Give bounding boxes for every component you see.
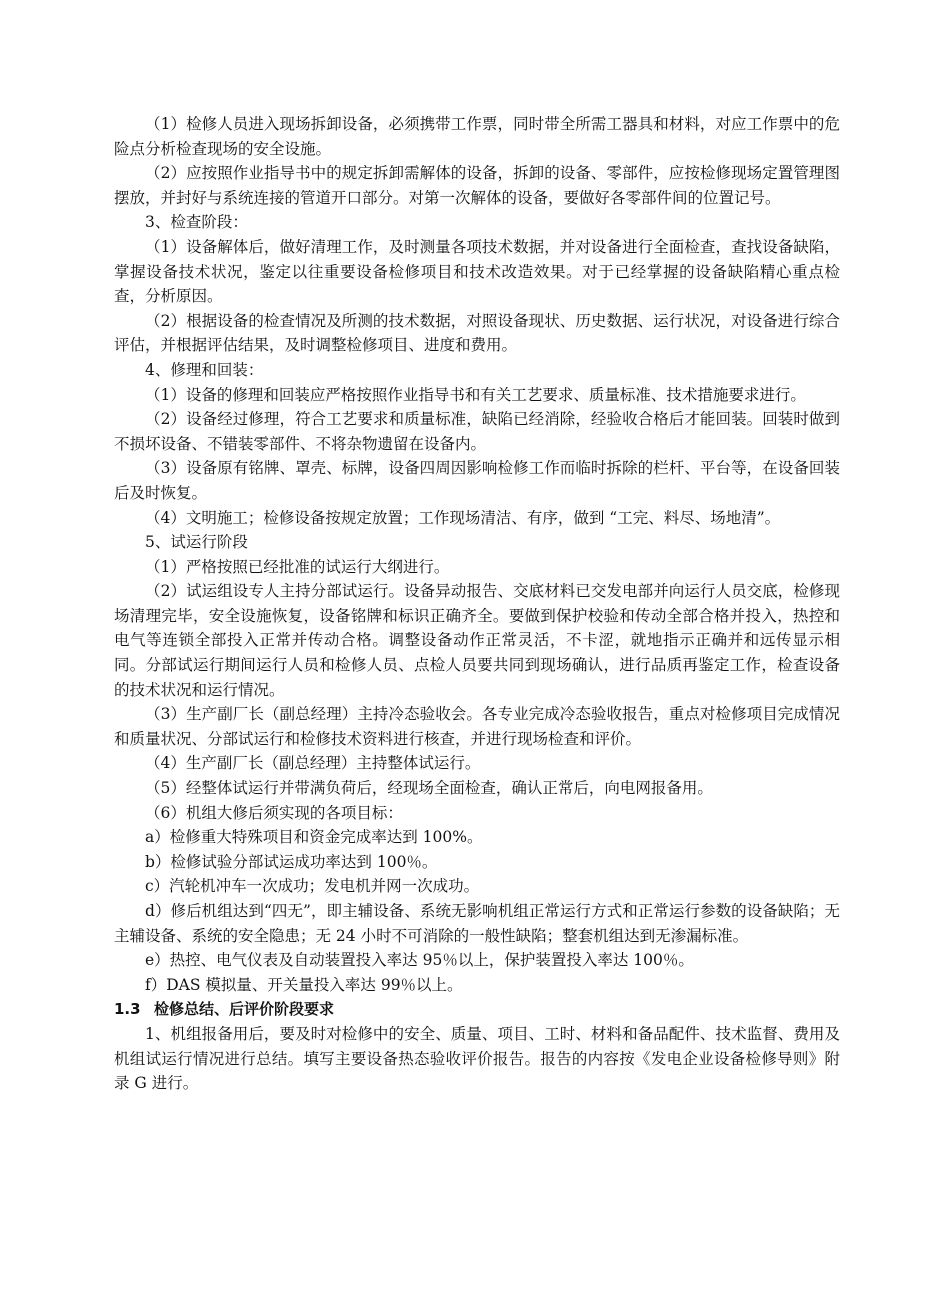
paragraph: （4）生产副厂长（副总经理）主持整体试运行。 [145,754,481,773]
paragraph: f）DAS 模拟量、开关量投入率达 99％以上。 [145,975,463,994]
closing-paragraph: 1、机组报备用后，要及时对检修中的安全、质量、项目、工时、材料和备品配件、技术监督、费用及机组试运行情况进行总结。填写主要设备热态验收评价报告。报告的内容按《发电企业设备检修导则》附录 G 进行。 [114,1024,840,1093]
paragraph: （2）试运组设专人主持分部试运行。设备异动报告、交底材料已交发电部并向运行人员交底，检修现场清理完毕，安全设施恢复，设备铭牌和标识正确齐全。要做到保护校验和传动全部合格并投入，热控和电气等连锁全部投入正常并传动合格。调整设备动作正常灵活，不卡涩，就地指示正确并和远传显示相同。分部试运行期间运行人员和检修人员、点检人员要共同到现场确认，进行品质再鉴定工作，检查设备的技术状况和运行情况。 [114,582,840,699]
paragraph: e）热控、电气仪表及自动装置投入率达 95％以上，保护装置投入率达 100％。 [145,951,694,970]
section-heading [114,997,840,1022]
paragraph: （5）经整体试运行并带满负荷后，经现场全面检查，确认正常后，向电网报备用。 [145,779,713,798]
section-title: 检修总结、后评价阶段要求 [154,1000,335,1019]
paragraph: 3、检查阶段： [145,213,248,232]
document-page [114,112,840,1096]
paragraph: a）检修重大特殊项目和资金完成率达到 100%。 [145,828,483,847]
paragraph: （1）设备的修理和回装应严格按照作业指导书和有关工艺要求、质量标准、技术措施要求进行。 [145,385,806,404]
paragraph: （2）根据设备的检查情况及所测的技术数据，对照设备现状、历史数据、运行状况，对设备进行综合评估，并根据评估结果，及时调整检修项目、进度和费用。 [114,311,840,355]
paragraph: （1）设备解体后，做好清理工作，及时测量各项技术数据，并对设备进行全面检查，查找设备缺陷，掌握设备技术状况，鉴定以往重要设备检修项目和技术改造效果。对于已经掌握的设备缺陷精心重点检查，分析原因。 [114,237,840,306]
paragraph: （1）严格按照已经批准的试运行大纲进行。 [145,557,450,576]
paragraph: （1）检修人员进入现场拆卸设备，必须携带工作票，同时带全所需工器具和材料，对应工作票中的危险点分析检查现场的安全设施。 [114,115,840,158]
paragraph: b）检修试验分部试运成功率达到 100％。 [145,852,438,871]
paragraph: （6）机组大修后须实现的各项目标： [145,803,403,822]
section-number: 1.3 [114,1000,141,1019]
paragraph: 4、修理和回装： [145,360,264,379]
paragraph-list [114,112,840,997]
paragraph: c）汽轮机冲车一次成功；发电机并网一次成功。 [145,877,480,896]
paragraph: （3）设备原有铭牌、罩壳、标牌，设备四周因影响检修工作而临时拆除的栏杆、平台等，在设备回装后及时恢复。 [114,459,840,502]
paragraph: （3）生产副厂长（副总经理）主持冷态验收会。各专业完成冷态验收报告，重点对检修项目完成情况和质量状况、分部试运行和检修技术资料进行核查，并进行现场检查和评价。 [114,705,840,748]
paragraph: （2）设备经过修理，符合工艺要求和质量标准，缺陷已经消除，经验收合格后才能回装。回装时做到不损坏设备、不错装零部件、不将杂物遗留在设备内。 [114,410,840,453]
paragraph: d）修后机组达到“四无”，即主辅设备、系统无影响机组正常运行方式和正常运行参数的设备缺陷；无主辅设备、系统的安全隐患；无 24 小时不可消除的一般性缺陷；整套机组达到无渗漏标准。 [114,902,840,945]
paragraph: 5、试运行阶段 [145,533,248,552]
paragraph: （4）文明施工；检修设备按规定放置；工作现场清洁、有序，做到 “工完、料尽、场地清”。 [145,508,781,527]
paragraph: （2）应按照作业指导书中的规定拆卸需解体的设备，拆卸的设备、零部件，应按检修现场定置管理图摆放，并封好与系统连接的管道开口部分。对第一次解体的设备，要做好各零部件间的位置记号。 [114,164,840,207]
